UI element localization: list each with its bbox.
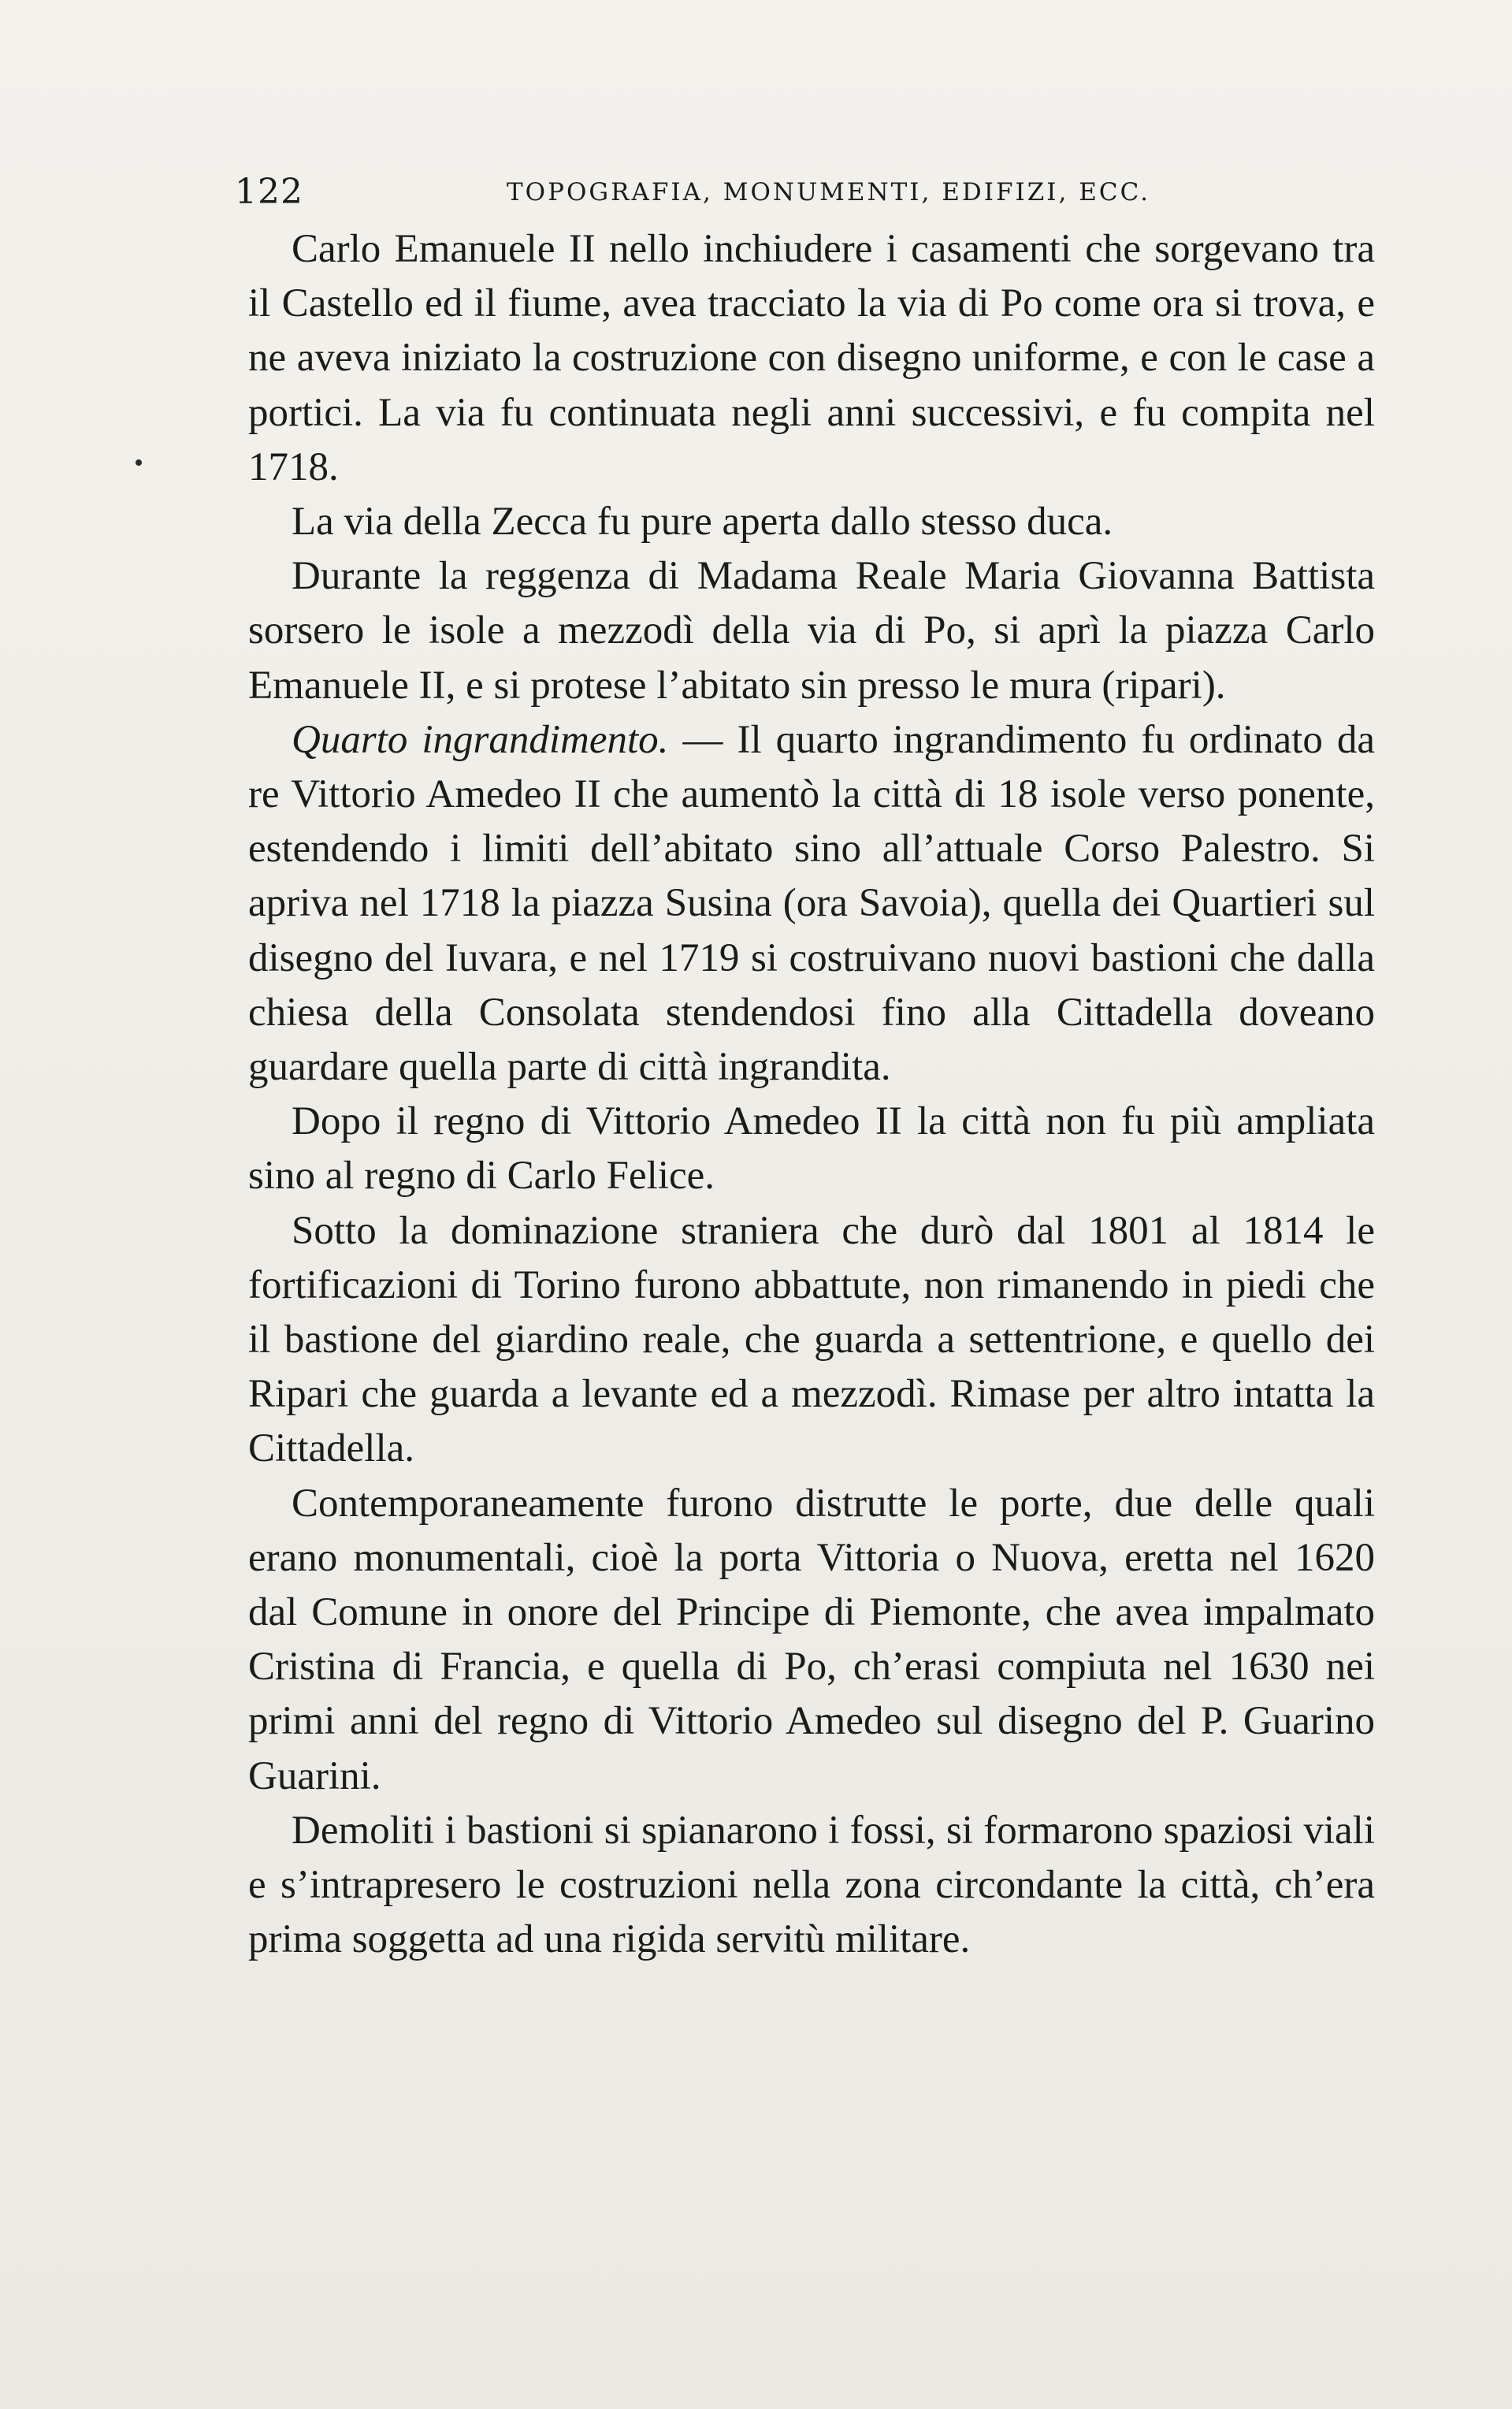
paragraph <box>248 1477 1375 1804</box>
running-title: TOPOGRAFIA, MONUMENTI, EDIFIZI, ECC. <box>507 178 1151 206</box>
paragraph-text: Durante la reggenza di Madama Reale Maria Giovanna Battista sorsero le isole a mezzodì della via di Po, si aprì la piazza Carlo Emanuele II, e si protese l’abitato sin presso le mura (ripari). <box>248 554 1375 708</box>
paragraph-text: Dopo il regno di Vittorio Amedeo II la città non fu più ampliata sino al regno di Carlo Felice. <box>248 1099 1375 1199</box>
page-number: 122 <box>235 172 303 212</box>
paragraph-text: La via della Zecca fu pure aperta dallo stesso duca. <box>292 500 1113 545</box>
paragraph <box>248 222 1375 495</box>
paragraph-text: Carlo Emanuele II nello inchiudere i casamenti che sorgevano tra il Castello ed il fiume, avea tracciato la via di Po come ora si trova, e ne aveva iniziato la costruzione con disegno uniforme, e con le case a portici. La via fu continuata negli anni successivi, e fu compita nel 1718. <box>248 227 1375 489</box>
page-header <box>235 172 1385 219</box>
paragraph <box>248 549 1375 713</box>
paragraph <box>248 1804 1375 1968</box>
print-speck <box>136 459 142 466</box>
paragraph-text: Sotto la dominazione straniera che durò dal 1801 al 1814 le fortificazioni di Torino furono abbattute, non rimanendo in piedi che il bastione del giardino reale, che guarda a settentrione, e quello dei Ripari che guarda a levante ed a mezzodì. Rimase per altro intatta la Cittadella. <box>248 1208 1375 1471</box>
paragraph <box>248 1095 1375 1203</box>
paragraph <box>248 1204 1375 1477</box>
paragraph-text: Contemporaneamente furono distrutte le porte, due delle quali erano monumentali, cioè la porta Vittoria o Nuova, eretta nel 1620 dal Comune in onore del Principe di Piemonte, che avea impalmato Cristina di Francia, e quella di Po, ch’erasi compiuta nel 1630 nei primi anni del regno di Vittorio Amedeo sul disegno del P. Guarino Guarini. <box>248 1481 1375 1798</box>
paragraph <box>248 495 1375 549</box>
paragraph-text: Demoliti i bastioni si spianarono i fossi, si formarono spaziosi viali e s’intrapresero le costruzioni nella zona circondante la città, ch’era prima soggetta ad una rigida servitù militare. <box>248 1808 1375 1962</box>
paragraph <box>248 713 1375 1095</box>
body-text <box>248 222 1375 1968</box>
section-heading: Quarto ingrandimento. <box>292 717 669 762</box>
paragraph-text: — Il quarto ingrandimento fu ordinato da re Vittorio Amedeo II che aumentò la città di 18 isole verso ponente, estendendo i limiti dell’abitato sino all’attuale Corso Palestro. Si apriva nel 1718 la piazza Susina (ora Savoia), quella dei Quartieri sul disegno del Iuvara, e nel 1719 si costruivano nuovi bastioni che dalla chiesa della Consolata stendendosi fino alla Cittadella doveano guardare quella parte di città ingrandita. <box>248 717 1375 1090</box>
